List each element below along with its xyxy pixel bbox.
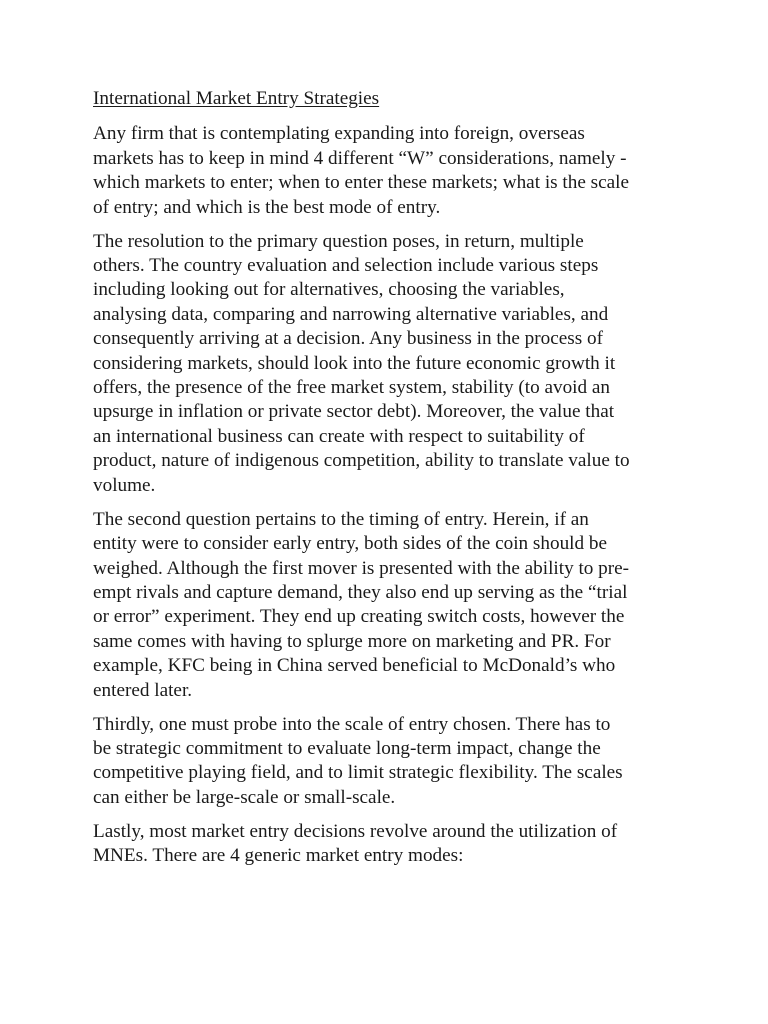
paragraph-market-selection: The resolution to the primary question poses, in return, multiple others. The country evaluation and selection include various steps including looking out for alternatives, choosing the variables, analysing data, comparing and narrowing alternative variables, and consequently arriving at a decision. Any business in the process of considering markets, should look into the future economic growth it offers, the presence of the free market system, stability (to avoid an upsurge in inflation or private sector debt). Moreover, the value that an international business can create with respect to suitability of product, nature of indigenous competition, ability to translate value to volume. xyxy=(93,230,630,496)
paragraph-entry-modes: Lastly, most market entry decisions revolve around the utilization of MNEs. There are 4 generic market entry modes: xyxy=(93,820,618,867)
paragraph-w-considerations: Any firm that is contemplating expanding into foreign, overseas markets has to keep in mind 4 different “W” considerations, namely - which markets to enter; when to enter these markets; what is the scale of entry; and which is the best mode of entry. xyxy=(93,123,630,218)
paragraph-timing-of-entry: The second question pertains to the timing of entry. Herein, if an entity were to consider early entry, both sides of the coin should be weighed. Although the first mover is presented with the ability to pre- empt rivals and capture demand, they also end up serving as the “trial or error” experiment. They end up creating switch costs, however the same comes with having to splurge more on marketing and PR. For example, KFC being in China served beneficial to McDonald’s who entered later. xyxy=(93,508,630,701)
paragraph-scale-of-entry: Thirdly, one must probe into the scale of entry chosen. There has to be strategic commitment to evaluate long-term impact, change the competitive playing field, and to limit strategic flexibility. The scales can either be large-scale or small-scale. xyxy=(93,713,623,808)
document-heading: International Market Entry Strategies xyxy=(93,88,380,109)
document-page xyxy=(93,87,683,878)
